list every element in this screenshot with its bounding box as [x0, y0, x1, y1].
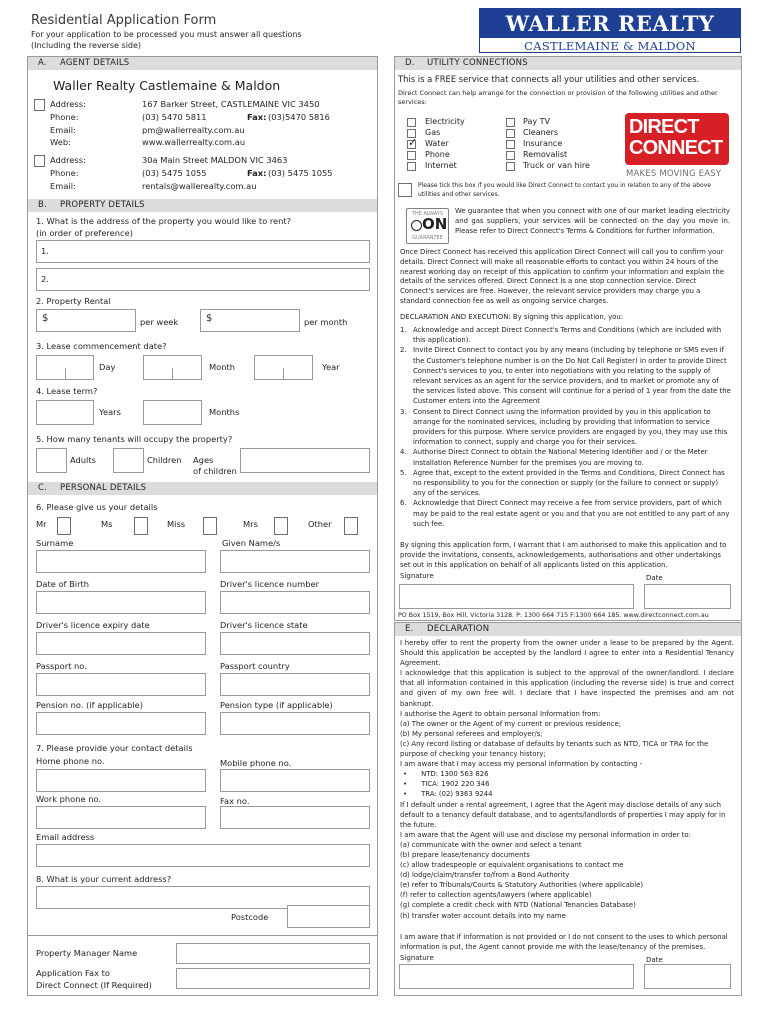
checkmark-icon: ✓ [408, 136, 418, 149]
title-ms-label: Ms [101, 519, 113, 529]
declaration-line: (c) allow tradespeople or equivalent organisations to contact me [400, 861, 624, 870]
decl-execution-heading: DECLARATION AND EXECUTION: By signing this application, you: [400, 313, 624, 321]
section-b-header [28, 199, 377, 212]
dc-date-label: Date [646, 574, 663, 582]
title-mr-label: Mr [36, 519, 47, 529]
property-address-1[interactable] [36, 240, 370, 263]
form-subtitle: For your application to be processed you must answer all questions [31, 30, 302, 39]
licence-state-input[interactable] [220, 632, 370, 655]
declaration-line: (c) Any record listing or database of defaults by tenants such as NTD, TICA or TRA for the purpose of checking your tenancy history; [400, 739, 709, 759]
month-divider [172, 368, 173, 379]
electricity-checkbox[interactable] [407, 118, 416, 127]
title-miss-label: Miss [167, 519, 186, 529]
logo-subtitle: CASTLEMAINE & MALDON [524, 39, 696, 53]
dc-term-2: 2. Invite Direct Connect to contact you by any means (including by telephone or SMS even if the Customer's telephone number is on the Do Not Call Register) in order to provide Direct Connect's services to you, to enter into negotiations with you relating to the supply of relevant services as an agent for the service providers, and to market or promote any of the services listed above. This consent will continue for a period of 1 year from the date the Customer enters into the Agreement [400, 346, 731, 406]
agent-address-label: Address: [50, 99, 86, 109]
pension-type-label: Pension type (if applicable) [220, 700, 333, 710]
q7-label: 7. Please provide your contact details [36, 743, 193, 753]
pension-type-input[interactable] [220, 712, 370, 735]
agent-office1-fax-label: Fax: [247, 112, 267, 122]
section-c-header [28, 482, 377, 495]
mobile-phone-input[interactable] [220, 769, 370, 792]
dc-authorisation-text: By signing this application form, I warrant that I am authorised to make this application and to provide the invitations, consents, acknowledgements, authorisations and other undertakings set out in this application on behalf of all applicants listed on this application. [400, 541, 727, 570]
q8-label: 8. What is your current address? [36, 874, 172, 884]
declaration-date-label: Date [646, 956, 663, 964]
agent-office1-web: www.wallerrealty.com.au [142, 137, 246, 147]
declaration-line: I am aware that the Agent will use and disclose my personal information in order to: [400, 830, 691, 839]
children-input[interactable] [113, 448, 144, 473]
dc-signature-label: Signature [400, 572, 434, 580]
surname-input[interactable] [36, 550, 206, 573]
licence-number-label: Driver's licence number [220, 579, 319, 589]
cleaners-label: Cleaners [523, 128, 559, 137]
given-name-input[interactable] [220, 550, 370, 573]
dc-logo-line2: CONNECT [629, 137, 723, 159]
electricity-label: Electricity [425, 117, 465, 126]
section-title: PROPERTY DETAILS [60, 200, 145, 210]
adults-input[interactable] [36, 448, 67, 473]
title-mr-checkbox[interactable] [57, 517, 71, 535]
agent-office1-checkbox[interactable] [34, 99, 45, 111]
home-phone-label: Home phone no. [36, 756, 105, 766]
year-label: Year [322, 362, 340, 372]
section-title: PERSONAL DETAILS [60, 483, 147, 493]
licence-expiry-label: Driver's licence expiry date [36, 620, 150, 630]
months-label: Months [209, 407, 240, 417]
declaration-line: I acknowledge that this application is subject to the approval of the owner/landlord. I declare that all information contained in this application (including the reverse side) is true and correct and given of my own free will. I declare that I have inspected the premises and am not bankrupt. [400, 669, 734, 708]
agent-office2-phone: (03) 5475 1055 [142, 168, 207, 178]
title-mrs-label: Mrs [243, 519, 258, 529]
declaration-line: (a) The owner or the Agent of my current or previous residence; [400, 719, 622, 728]
passport-no-input[interactable] [36, 673, 206, 696]
title-miss-checkbox[interactable] [203, 517, 217, 535]
q1-label: 1. What is the address of the property you would like to rent? [36, 216, 292, 226]
title-mrs-checkbox[interactable] [274, 517, 288, 535]
day-divider [65, 368, 66, 379]
dc-term-5: 5. Agree that, except to the extent provided in the Terms and Conditions, Direct Connect has no responsibility to you for the connection or supply (or the failure to connect or supply) any of the services. [400, 468, 725, 498]
internet-label: Internet [425, 161, 457, 170]
work-phone-input[interactable] [36, 806, 206, 829]
of-children-label: of children [193, 466, 237, 476]
declaration-line: (b) prepare lease/tenancy documents [400, 850, 530, 859]
fax-no-label: Fax no. [220, 796, 250, 806]
agent-office2-email: rentals@wallerealty.com.au [142, 181, 257, 191]
paytv-checkbox[interactable] [506, 118, 515, 127]
agent-office1-phone: (03) 5470 5811 [142, 112, 207, 122]
utility-headline: This is a FREE service that connects all your utilities and other services. [398, 74, 700, 84]
always-on-badge [406, 208, 449, 244]
phone-checkbox[interactable] [407, 151, 416, 160]
q3-label: 3. Lease commencement date? [36, 341, 167, 351]
declaration-closing: I am aware that if information is not provided or I do not consent to the uses to which personal information is put, the Agent cannot provide me with the lease/tenancy of the premises. [400, 933, 728, 952]
agent-email-label-2: Email: [50, 181, 76, 191]
app-fax-input[interactable] [176, 968, 370, 989]
internet-checkbox[interactable] [407, 162, 416, 171]
declaration-line: (g) complete a credit check with NTD (National Tenancies Database) [400, 901, 636, 910]
work-phone-label: Work phone no. [36, 794, 102, 804]
title-other-label: Other [308, 519, 332, 529]
insurance-checkbox[interactable] [506, 140, 515, 149]
form-title: Residential Application Form [31, 13, 217, 28]
waller-realty-logo [479, 8, 741, 53]
q5-label: 5. How many tenants will occupy the property? [36, 434, 233, 444]
section-letter: E. [405, 624, 414, 634]
postcode-input[interactable] [287, 905, 370, 928]
badge-on: ON [422, 215, 448, 233]
email-label: Email address [36, 832, 95, 842]
phone-label: Phone [425, 150, 450, 159]
agent-office2-checkbox[interactable] [34, 155, 45, 167]
property-address-2[interactable] [36, 268, 370, 291]
lease-months-input[interactable] [143, 400, 202, 425]
declaration-line: (h) transfer water account details into my name [400, 911, 566, 920]
declaration-signature-input[interactable] [399, 964, 634, 989]
dc-tagline: MAKES MOVING EASY [626, 169, 722, 179]
dc-logo-line1: DIRECT [629, 116, 699, 138]
q4-label: 4. Lease term? [36, 386, 98, 396]
adults-label: Adults [70, 455, 96, 465]
dob-label: Date of Birth [36, 579, 90, 589]
water-checkbox[interactable] [407, 136, 418, 149]
declaration-line: (a) communicate with the owner and select a tenant [400, 840, 582, 849]
year-divider [283, 368, 284, 379]
section-e-header [395, 623, 741, 636]
dollar-sign: $ [42, 313, 49, 324]
declaration-line: (b) My personal referees and employer/s; [400, 729, 543, 738]
insurance-label: Insurance [523, 139, 563, 148]
agent-email-label: Email: [50, 125, 76, 135]
direct-connect-logo [625, 113, 729, 165]
water-label: Water [425, 139, 449, 148]
agent-office1-email: pm@wallerrealty.com.au [142, 125, 245, 135]
dc-date-input[interactable] [644, 584, 731, 609]
logo-name: WALLER REALTY [505, 11, 715, 36]
lease-years-input[interactable] [36, 400, 94, 425]
day-label: Day [99, 362, 116, 372]
per-week-label: per week [140, 317, 179, 327]
mobile-phone-label: Mobile phone no. [220, 758, 292, 768]
app-fax-label-1: Application Fax to [36, 968, 110, 978]
postcode-label: Postcode [231, 912, 269, 922]
month-label: Month [209, 362, 236, 372]
declaration-line: I am aware that I may access my personal information by contacting - [400, 760, 643, 769]
section-letter: D. [405, 58, 415, 68]
home-phone-input[interactable] [36, 769, 206, 792]
section-letter: B. [38, 200, 47, 210]
removalist-checkbox[interactable] [506, 151, 515, 160]
surname-label: Surname [36, 538, 74, 548]
declaration-line: I hereby offer to rent the property from the owner under a lease to be prepared by the Agent. Should this application be accepted by the landlord I agree to enter into a Residential Tenancy Agreement. [400, 639, 734, 668]
dc-footer: PO Box 1519, Box Hill, Victoria 3128. P: 1300 664 715 F:1300 664 185. www.directconnect.com.au [398, 612, 709, 619]
licence-state-label: Driver's licence state [220, 620, 308, 630]
passport-country-label: Passport country [220, 661, 290, 671]
rent-per-week-input[interactable] [36, 309, 136, 332]
pref-2-label: 2. [41, 274, 49, 284]
contact-bullet: • TICA: 1902 220 346 [403, 780, 490, 789]
badge-top: THE ALWAYS [411, 211, 444, 217]
app-fax-label-2: Direct Connect (If Required) [36, 980, 152, 990]
removalist-label: Removalist [523, 150, 568, 159]
gas-label: Gas [425, 128, 441, 137]
guarantee-text: We guarantee that when you connect with one of our market leading electricity and gas suppliers, your services will be connected on the day you move in. Please refer to Direct Connect's Terms & Conditions for further information. [455, 207, 730, 235]
agent-office2-fax: (03) 5475 1055 [268, 168, 333, 178]
agent-name: Waller Realty Castlemaine & Maldon [53, 78, 281, 93]
dollar-sign-2: $ [206, 313, 213, 324]
declaration-line: (d) lodge/claim/transfer to/from a Bond Authority [400, 871, 570, 880]
pref-1-label: 1. [41, 246, 49, 256]
agent-web-label: Web: [50, 137, 71, 147]
given-name-label: Given Name/s [222, 538, 281, 548]
agent-office1-address: 167 Barker Street, CASTLEMAINE VIC 3450 [142, 99, 320, 109]
declaration-body [400, 638, 734, 921]
form-subtitle-2: (Including the reverse side) [31, 41, 142, 50]
agent-office1-fax: (03)5470 5816 [268, 112, 330, 122]
paytv-label: Pay TV [523, 117, 551, 126]
agent-phone-label: Phone: [50, 112, 79, 122]
dc-contact-checkbox[interactable] [398, 183, 412, 197]
declaration-date-input[interactable] [644, 964, 731, 989]
years-label: Years [99, 407, 121, 417]
agent-office2-fax-label: Fax: [247, 168, 267, 178]
dc-term-1: 1. Acknowledge and accept Direct Connect's Terms and Conditions (which are included with this application). [400, 326, 722, 345]
licence-expiry-input[interactable] [36, 632, 206, 655]
pension-no-label: Pension no. (if applicable) [36, 700, 144, 710]
title-ms-checkbox[interactable] [134, 517, 148, 535]
section-letter: A. [38, 58, 47, 68]
section-title: UTILITY CONNECTIONS [427, 58, 528, 68]
licence-number-input[interactable] [220, 591, 370, 614]
q2-label: 2. Property Rental [36, 296, 111, 306]
declaration-line: If I default under a rental agreement, I agree that the Agent may disclose details of any such default to a tenancy default database, and to agents/landlords of properties I may apply for in the future. [400, 800, 726, 829]
declaration-line: (f) refer to collection agents/lawyers (where applicable) [400, 891, 592, 900]
agent-office2-address: 30a Main Street MALDON VIC 3463 [142, 155, 288, 165]
declaration-signature-label: Signature [400, 954, 434, 962]
ages-label: Ages [193, 455, 214, 465]
contact-bullet: • TRA: (02) 9363 9244 [403, 790, 493, 799]
contact-bullet: • NTD: 1300 563 826 [403, 770, 489, 779]
section-title: AGENT DETAILS [60, 58, 130, 68]
dc-term-6: 6. Acknowledge that Direct Connect may receive a fee from service providers, part of which may be paid to the real estate agent or you and that you are not entitled to any part of any such fee. [400, 499, 730, 528]
passport-no-label: Passport no. [36, 661, 87, 671]
section-letter: C. [38, 483, 48, 493]
section-d-header [395, 57, 741, 70]
section-a-header [28, 57, 377, 70]
power-icon [411, 220, 422, 231]
ages-of-children-input[interactable] [240, 448, 370, 473]
agent-phone-label-2: Phone: [50, 168, 79, 178]
dob-input[interactable] [36, 591, 206, 614]
dc-signature-input[interactable] [399, 584, 634, 609]
rent-per-month-input[interactable] [200, 309, 300, 332]
truck-checkbox[interactable] [506, 162, 515, 171]
email-input[interactable] [36, 844, 370, 867]
fax-no-input[interactable] [220, 806, 370, 829]
passport-country-input[interactable] [220, 673, 370, 696]
title-other-checkbox[interactable] [344, 517, 358, 535]
q1-sublabel: (in order of preference) [36, 228, 133, 238]
dc-term-4: 4. Authorise Direct Connect to obtain the National Metering Identifier and / or the Meter Installation Reference Number for the premises you are moving to. [400, 448, 708, 467]
truck-label: Truck or van hire [523, 161, 590, 170]
dc-terms-list [400, 325, 732, 529]
utility-intro: Direct Connect can help arrange for the connection or provision of the following utilities and other services: [398, 89, 718, 106]
pm-divider [28, 935, 377, 936]
q6-label: 6. Please give us your details [36, 502, 158, 512]
dc-term-3: 3. Consent to Direct Connect using the information provided by you in this application to arrange for the nominated services, including by providing that information to service providers for this purpose. Where service providers are engaged by you, they may use this information to connect, supply and charge you for their services. [400, 407, 728, 447]
dc-contact-text: Please tick this box if you would like Direct Connect to contact you in relation to any of the above utilities and other services. [418, 182, 711, 198]
declaration-line: (e) refer to Tribunals/Courts & Statutory Authorities (where applicable) [400, 881, 644, 890]
section-title: DECLARATION [427, 624, 490, 634]
declaration-line: I authorise the Agent to obtain personal Information from: [400, 709, 601, 718]
children-label: Children [147, 455, 182, 465]
per-month-label: per month [304, 317, 348, 327]
badge-bottom: GUARANTEE [412, 235, 443, 241]
cleaners-checkbox[interactable] [506, 129, 515, 138]
utility-body-text: Once Direct Connect has received this application Direct Connect will call you to confirm your details. Direct Connect will make all reasonable efforts to contact you within 24 hours of the nearest working day on receipt of this application to confirm your information and explain the details of the services offered. Direct Connect is a one stop connection service. Direct Connect's services are free. However, the relevant service providers may charge you a standard connection fee as well as ongoing service charges. [400, 248, 725, 305]
pm-name-input[interactable] [176, 943, 370, 964]
pm-name-label: Property Manager Name [36, 948, 138, 958]
agent-address-label-2: Address: [50, 155, 86, 165]
pension-no-input[interactable] [36, 712, 206, 735]
